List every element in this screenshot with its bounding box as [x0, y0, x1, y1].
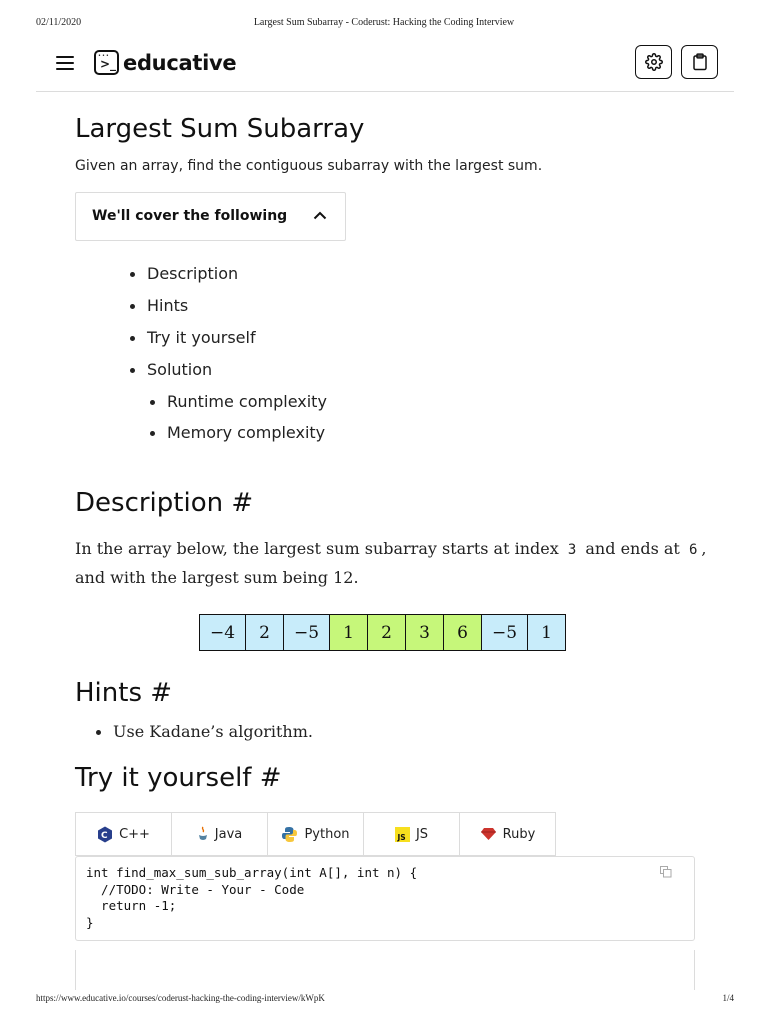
- svg-text:C: C: [101, 830, 108, 841]
- tab-java[interactable]: [171, 812, 268, 856]
- toc-item-description[interactable]: Description: [127, 258, 327, 290]
- tab-cpp[interactable]: [75, 812, 172, 856]
- code-line: return -1;: [86, 898, 177, 913]
- array-cell: 2: [367, 614, 406, 651]
- description-text-2: and ends at: [585, 539, 680, 558]
- language-tabs: [75, 812, 555, 856]
- array-cell: −5: [283, 614, 330, 651]
- array-cell: 1: [527, 614, 566, 651]
- tab-python-label: Python: [304, 826, 350, 842]
- toc-toggle[interactable]: [75, 192, 346, 241]
- top-navbar: [36, 36, 734, 92]
- tab-java-label: Java: [214, 826, 243, 842]
- hints-list: [95, 718, 313, 746]
- tab-python[interactable]: [267, 812, 364, 856]
- python-icon: [281, 826, 298, 843]
- array-cell: 6: [443, 614, 482, 651]
- array-cell: −4: [199, 614, 246, 651]
- code-editor[interactable]: [75, 856, 695, 941]
- description-text-3: , and with the largest sum being: [75, 539, 707, 587]
- max-sum: 12: [333, 568, 354, 587]
- gear-icon: [645, 53, 663, 71]
- toc-item-try-it-yourself[interactable]: Try it yourself: [127, 322, 327, 354]
- hints-heading: Hints #: [75, 678, 173, 708]
- code-line: int find_max_sum_sub_array(int A[], int n) {: [86, 865, 418, 880]
- code-line: }: [86, 914, 94, 930]
- output-panel: [75, 950, 695, 990]
- js-icon: [395, 827, 410, 842]
- array-cell: −5: [481, 614, 528, 651]
- description-heading: Description #: [75, 488, 254, 518]
- toc-item-solution[interactable]: [127, 354, 327, 448]
- educative-logo[interactable]: [94, 50, 236, 75]
- hint-item: Use Kadane’s algorithm.: [95, 718, 313, 746]
- java-icon: [197, 826, 209, 842]
- copy-icon[interactable]: [660, 866, 672, 878]
- notes-button[interactable]: [681, 45, 718, 79]
- toc-item-hints[interactable]: Hints: [127, 290, 327, 322]
- start-index: 3: [567, 542, 577, 558]
- description-text-1: In the array below, the largest sum subarray starts at index: [75, 539, 559, 558]
- try-it-heading: Try it yourself #: [75, 763, 282, 793]
- chevron-up-icon: [313, 211, 327, 220]
- toc-sublist: [147, 386, 327, 448]
- array-cell: 2: [245, 614, 284, 651]
- code-line: //TODO: Write - Your - Code: [86, 881, 305, 897]
- tab-ruby-label: Ruby: [502, 826, 536, 842]
- array-cell: 3: [405, 614, 444, 651]
- description-text-4: .: [353, 568, 359, 587]
- page-title: Largest Sum Subarray: [75, 114, 365, 144]
- svg-text:JS: JS: [397, 832, 406, 842]
- end-index: 6: [688, 542, 698, 558]
- description-text: [75, 535, 715, 592]
- array-cell: 1: [329, 614, 368, 651]
- print-url: https://www.educative.io/courses/coderust-hacking-the-coding-interview/kWpK: [36, 993, 325, 1003]
- toc-item-memory-complexity[interactable]: Memory complexity: [147, 417, 327, 448]
- tab-ruby[interactable]: [459, 812, 556, 856]
- tab-js[interactable]: [363, 812, 460, 856]
- print-page-number: 1/4: [722, 993, 734, 1003]
- print-date: 02/11/2020: [36, 17, 82, 28]
- settings-button[interactable]: [635, 45, 672, 79]
- toc-label: We'll cover the following: [92, 208, 288, 224]
- print-page-title: Largest Sum Subarray - Coderust: Hacking the Coding Interview: [253, 17, 515, 28]
- page-description: Given an array, find the contiguous subarray with the largest sum.: [75, 158, 543, 174]
- tab-cpp-label: C++: [119, 826, 150, 842]
- cpp-icon: [97, 826, 113, 843]
- toc-item-runtime-complexity[interactable]: Runtime complexity: [147, 386, 327, 417]
- clipboard-icon: [692, 53, 708, 71]
- code-text[interactable]: [86, 865, 417, 931]
- ruby-icon: [480, 827, 497, 841]
- menu-icon[interactable]: [56, 56, 74, 70]
- educative-logo-icon: ••• >_: [94, 50, 119, 75]
- array-visualization: [199, 614, 566, 651]
- brand-name: educative: [123, 50, 237, 75]
- tab-js-label: JS: [415, 826, 429, 842]
- toc-item-solution-label: Solution: [147, 360, 213, 379]
- toc-list: [127, 258, 327, 448]
